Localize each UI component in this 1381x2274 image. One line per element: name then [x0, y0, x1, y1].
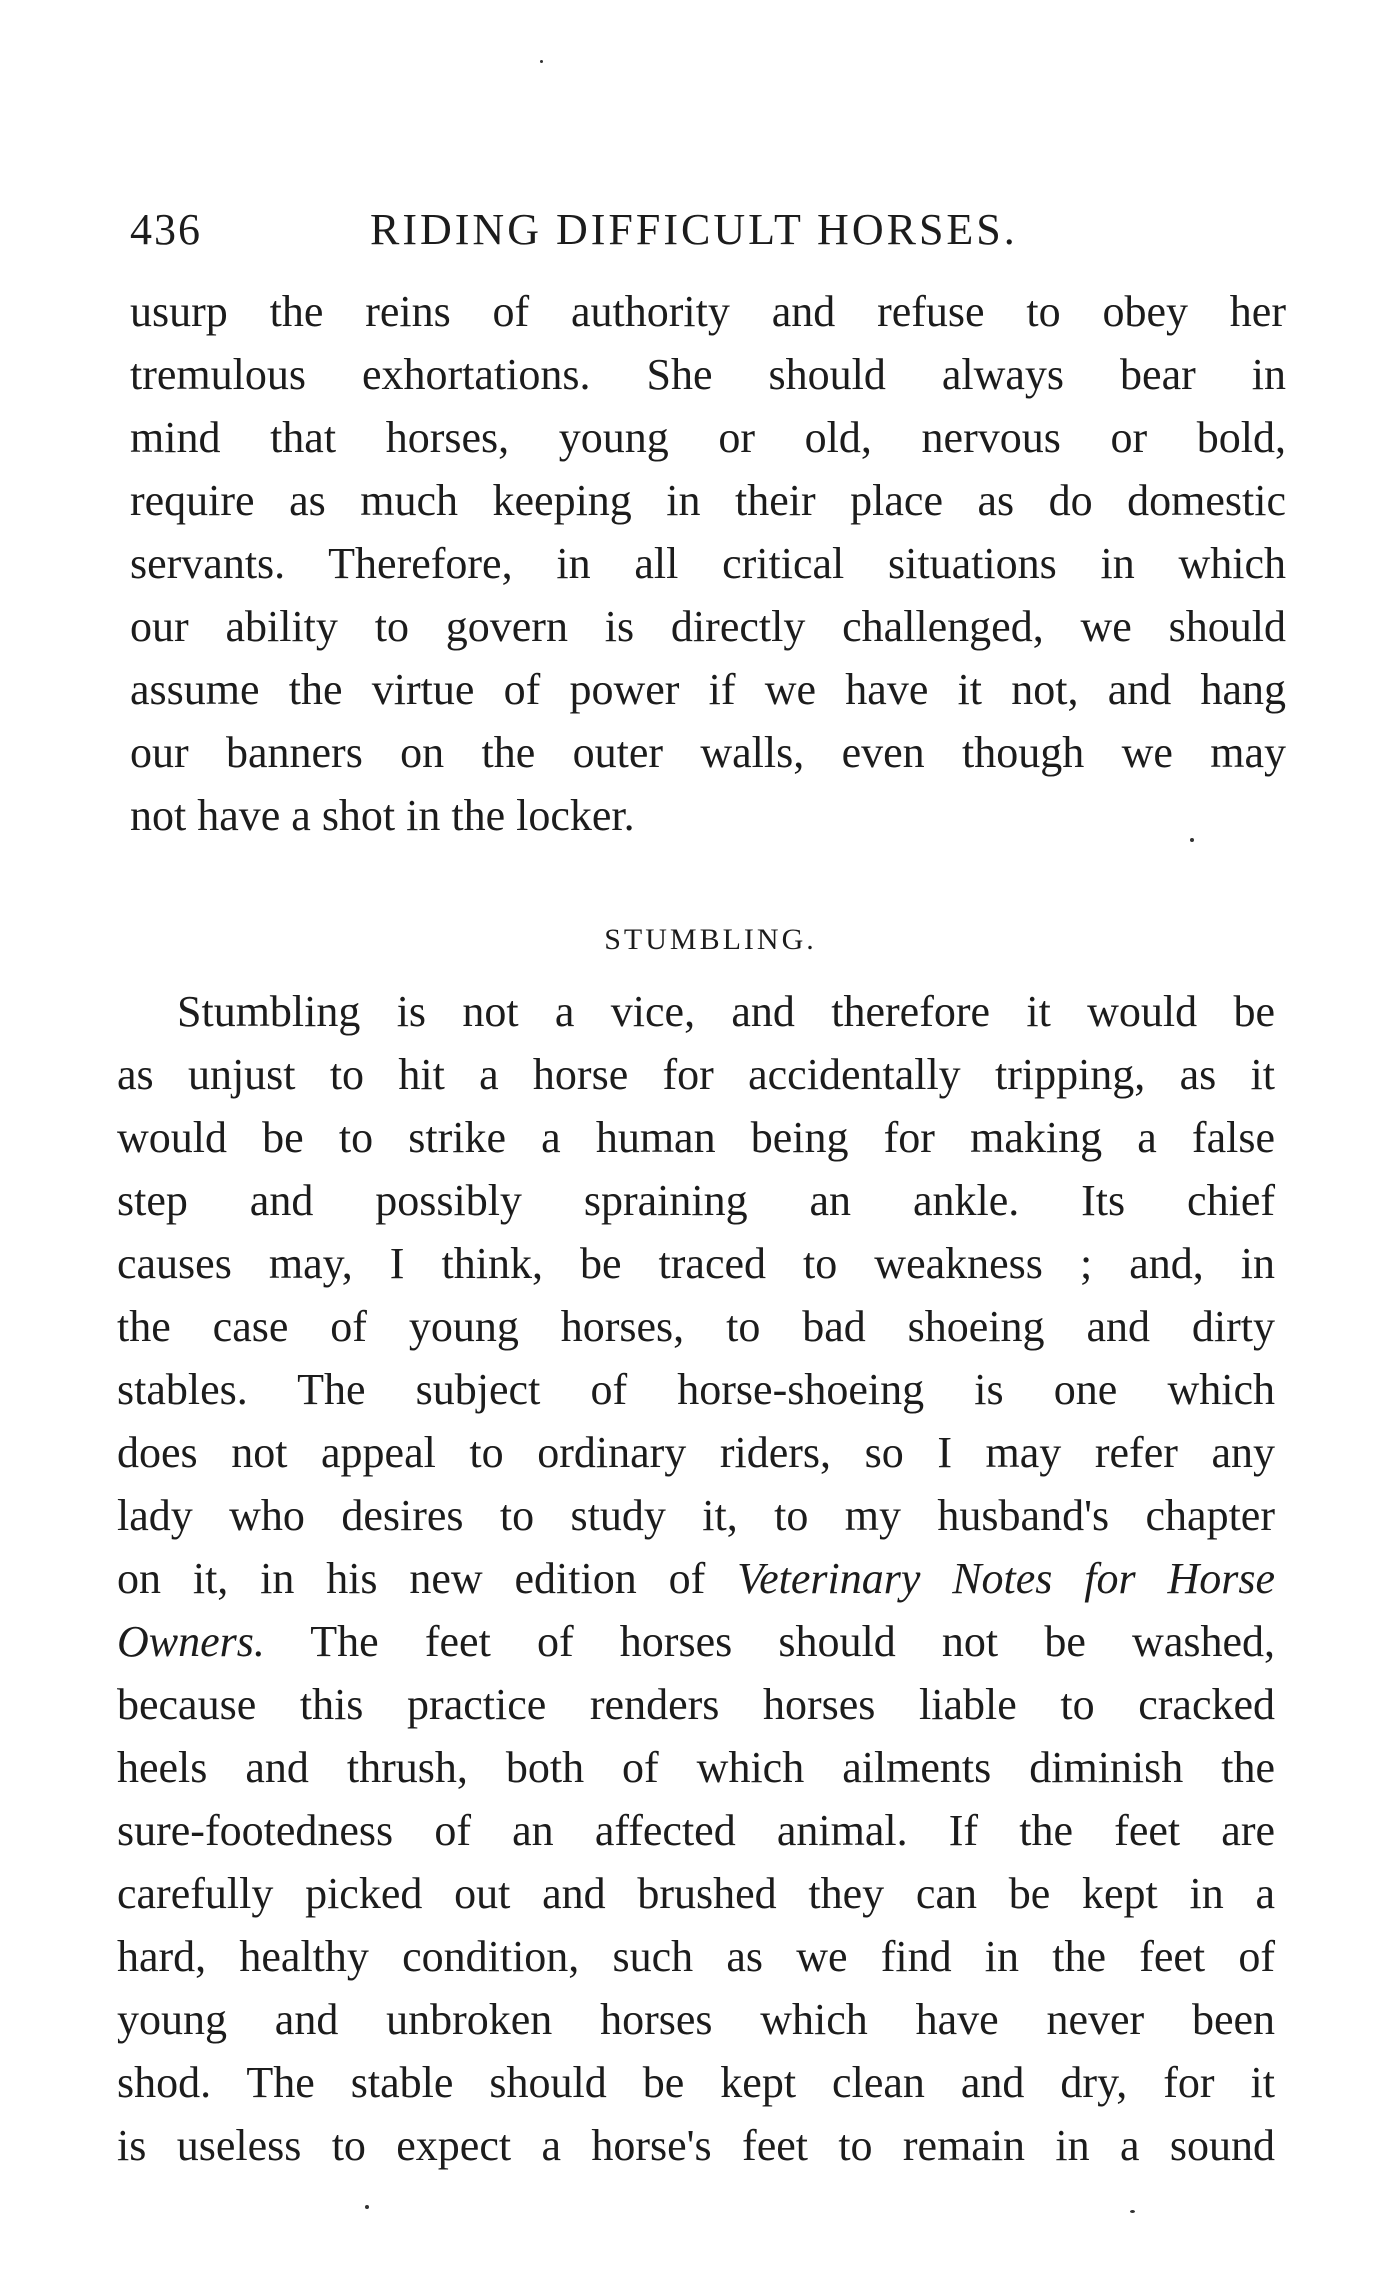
text-line: assume the virtue of power if we have it not, and hang [130, 665, 1286, 714]
text-line: young and unbroken horses which have never been [117, 1995, 1275, 2044]
text-line: causes may, I think, be traced to weakness ; and, in [117, 1239, 1275, 1288]
text-line: not have a shot in the locker. [130, 791, 635, 840]
text-line: does not appeal to ordinary riders, so I may refer any [117, 1428, 1275, 1477]
page-number: 436 [130, 205, 202, 254]
text-line: stables. The subject of horse-shoeing is one which [117, 1365, 1275, 1414]
print-speck [365, 2205, 369, 2209]
text-line: require as much keeping in their place as do domestic [130, 476, 1286, 525]
print-speck [1190, 838, 1194, 842]
running-title: RIDING DIFFICULT HORSES. [370, 205, 1018, 254]
page-header [130, 200, 1130, 260]
text-line: our banners on the outer walls, even though we may [130, 728, 1286, 777]
text-line: heels and thrush, both of which ailments diminish the [117, 1743, 1275, 1792]
text-line: shod. The stable should be kept clean and dry, for it [117, 2058, 1275, 2107]
print-speck [540, 60, 543, 63]
text-line: because this practice renders horses liable to cracked [117, 1680, 1275, 1729]
text-fragment: on it, in his new edition of [117, 1554, 738, 1603]
text-line: sure-footedness of an affected animal. If the feet are [117, 1806, 1275, 1855]
text-line: lady who desires to study it, to my husband's chapter [117, 1491, 1275, 1540]
text-line: hard, healthy condition, such as we find in the feet of [117, 1932, 1275, 1981]
text-line: mind that horses, young or old, nervous or bold, [130, 413, 1286, 462]
text-line: tremulous exhortations. She should always bear in [130, 350, 1286, 399]
book-title: Owners. [117, 1617, 265, 1666]
section-heading: STUMBLING. [604, 923, 817, 956]
text-line: usurp the reins of authority and refuse to obey her [130, 287, 1286, 336]
text-line: carefully picked out and brushed they can be kept in a [117, 1869, 1275, 1918]
print-speck [1130, 2210, 1135, 2213]
text-fragment: The feet of horses should not be washed, [264, 1617, 1275, 1666]
text-line: as unjust to hit a horse for accidentally tripping, as it [117, 1050, 1275, 1099]
text-line [117, 1612, 1275, 1672]
text-line: our ability to govern is directly challenged, we should [130, 602, 1286, 651]
text-line: would be to strike a human being for making a false [117, 1113, 1275, 1162]
text-line: the case of young horses, to bad shoeing and dirty [117, 1302, 1275, 1351]
text-line [117, 1549, 1275, 1609]
text-line: servants. Therefore, in all critical situations in which [130, 539, 1286, 588]
text-line: Stumbling is not a vice, and therefore it would be [177, 987, 1275, 1036]
book-title: Veterinary Notes for Horse [737, 1554, 1276, 1603]
text-line: is useless to expect a horse's feet to remain in a sound [117, 2121, 1275, 2170]
text-line: step and possibly spraining an ankle. Its chief [117, 1176, 1275, 1225]
